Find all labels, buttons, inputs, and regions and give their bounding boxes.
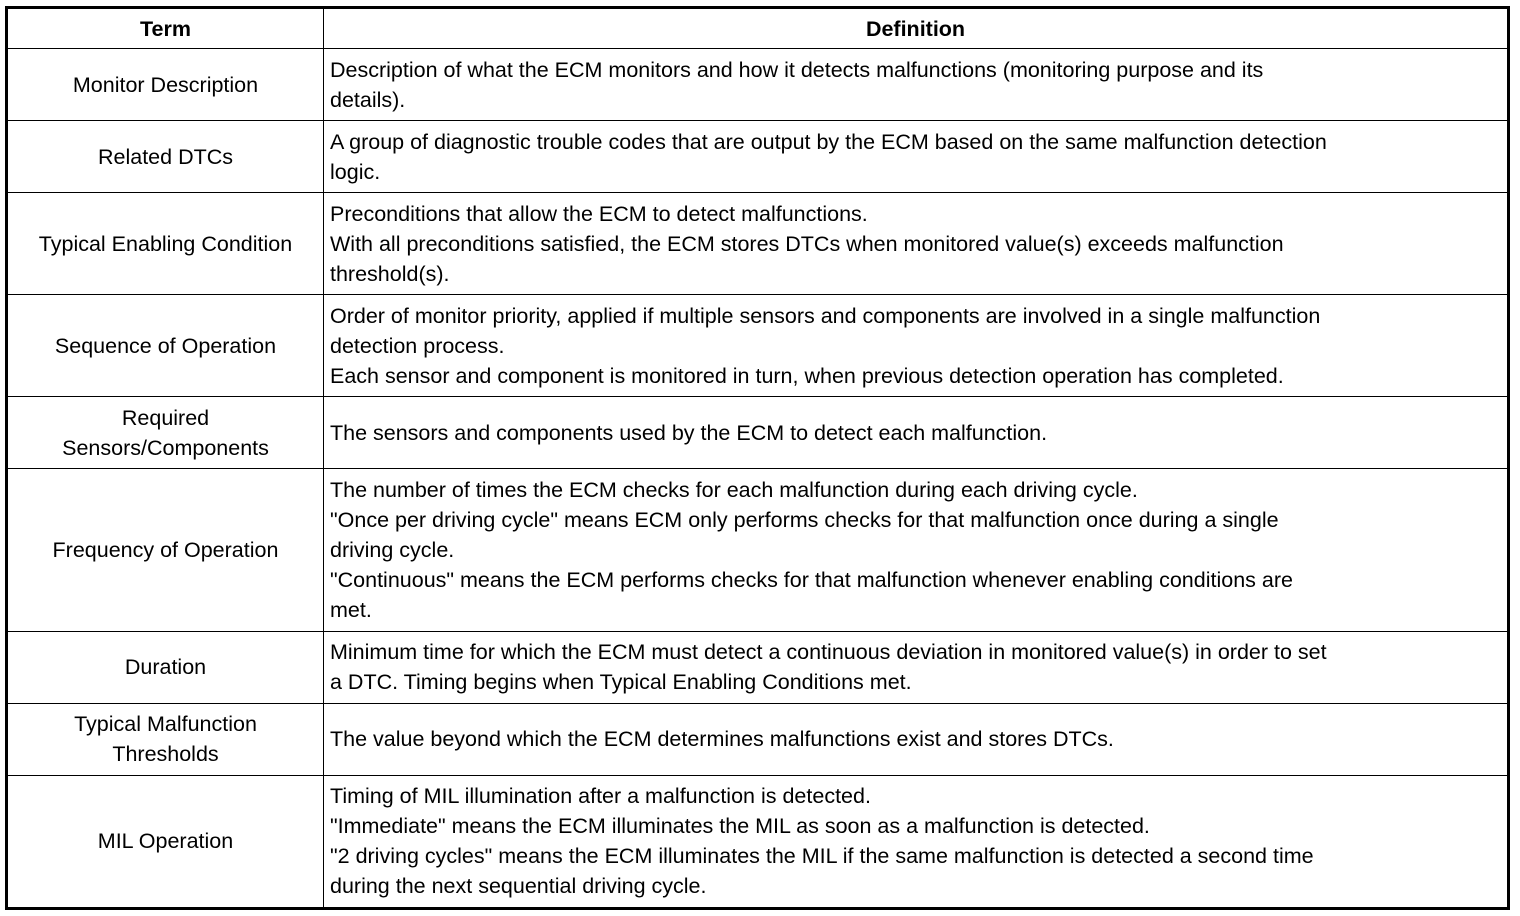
term-cell	[7, 469, 324, 631]
definition-text: Timing of MIL illumination after a malfunction is detected.	[330, 784, 871, 809]
definition-cell	[324, 775, 1509, 908]
definition-text: Order of monitor priority, applied if multiple sensors and components are involved in a single malfunction	[330, 303, 1321, 328]
definition-cell	[324, 469, 1509, 631]
definition-text: Description of what the ECM monitors and how it detects malfunctions (monitoring purpose and its	[330, 57, 1264, 82]
table-row	[7, 295, 1509, 397]
term-text: Thresholds	[112, 742, 219, 767]
term-cell	[7, 703, 324, 775]
definition-column-header: Definition	[324, 8, 1509, 49]
definition-text: "Continuous" means the ECM performs checks for that malfunction whenever enabling conditions are	[330, 568, 1293, 593]
table-row	[7, 193, 1509, 295]
definition-text: The number of times the ECM checks for each malfunction during each driving cycle.	[330, 478, 1138, 503]
definition-text: "2 driving cycles" means the ECM illuminates the MIL if the same malfunction is detected a second time	[330, 844, 1314, 869]
term-cell	[7, 295, 324, 397]
table-row	[7, 775, 1509, 908]
definition-text: Each sensor and component is monitored in turn, when previous detection operation has completed.	[330, 363, 1284, 388]
term-text: MIL Operation	[97, 829, 234, 854]
term-cell	[7, 193, 324, 295]
definition-text: detection process.	[330, 333, 505, 358]
definition-text: Minimum time for which the ECM must detect a continuous deviation in monitored value(s) in order to set	[330, 640, 1327, 665]
table-row	[7, 703, 1509, 775]
term-text: Typical Enabling Condition	[38, 231, 293, 256]
term-cell	[7, 397, 324, 469]
definition-text: threshold(s).	[330, 261, 450, 286]
definition-text: logic.	[330, 159, 381, 184]
table-row	[7, 397, 1509, 469]
definition-cell	[324, 49, 1509, 121]
header-row	[7, 8, 1509, 49]
definition-cell	[324, 193, 1509, 295]
definition-text: With all preconditions satisfied, the ECM stores DTCs when monitored value(s) exceeds malfunction	[330, 231, 1284, 256]
table-row	[7, 469, 1509, 631]
term-column-header: Term	[7, 8, 324, 49]
definition-text: met.	[330, 598, 372, 623]
definition-text: driving cycle.	[330, 538, 455, 563]
definition-cell	[324, 295, 1509, 397]
definition-text: A group of diagnostic trouble codes that are output by the ECM based on the same malfunction detection	[330, 129, 1327, 154]
definition-text: "Once per driving cycle" means ECM only performs checks for that malfunction once during a single	[330, 508, 1279, 533]
term-text: Sequence of Operation	[54, 333, 277, 358]
table-row	[7, 631, 1509, 703]
table-row	[7, 49, 1509, 121]
term-cell	[7, 631, 324, 703]
term-text: Required	[121, 405, 210, 430]
term-text: Typical Malfunction	[74, 712, 257, 737]
term-text: Frequency of Operation	[52, 538, 279, 563]
term-text: Duration	[124, 655, 207, 680]
term-definition-table	[5, 6, 1510, 910]
definition-text: a DTC. Timing begins when Typical Enabling Conditions met.	[330, 670, 912, 695]
term-cell	[7, 775, 324, 908]
definition-cell	[324, 121, 1509, 193]
definition-text: The sensors and components used by the ECM to detect each malfunction.	[330, 420, 1048, 445]
table-row	[7, 121, 1509, 193]
term-text: Monitor Description	[72, 72, 259, 97]
definition-text: Preconditions that allow the ECM to detect malfunctions.	[330, 201, 868, 226]
definition-cell	[324, 631, 1509, 703]
definition-text: details).	[330, 87, 406, 112]
definition-cell	[324, 703, 1509, 775]
term-cell	[7, 49, 324, 121]
definition-text: The value beyond which the ECM determines malfunctions exist and stores DTCs.	[330, 727, 1114, 752]
definition-text: "Immediate" means the ECM illuminates the MIL as soon as a malfunction is detected.	[330, 814, 1150, 839]
term-cell	[7, 121, 324, 193]
definition-text: during the next sequential driving cycle.	[330, 874, 707, 899]
definition-cell	[324, 397, 1509, 469]
term-text: Sensors/Components	[62, 435, 269, 460]
term-text: Related DTCs	[97, 144, 233, 169]
